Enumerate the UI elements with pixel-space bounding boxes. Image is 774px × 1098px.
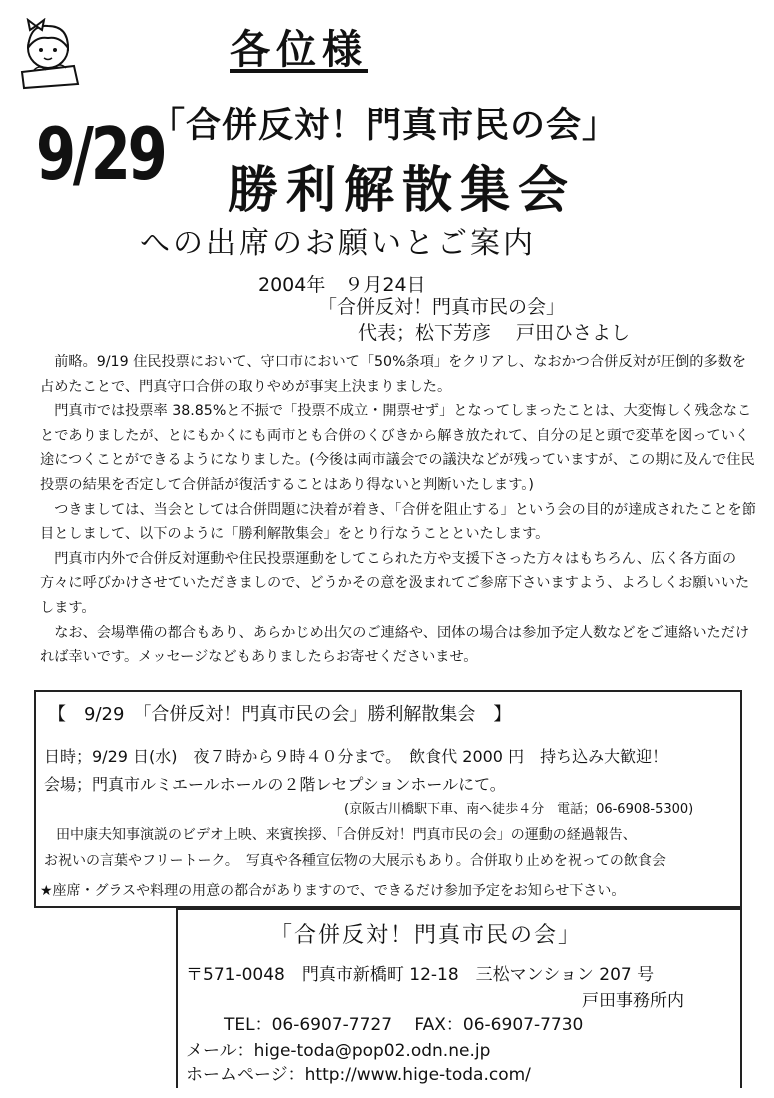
girl-mascot-illustration xyxy=(14,18,86,90)
letter-body xyxy=(40,350,756,670)
issued-date: 2004年 ９月24日 xyxy=(258,274,426,296)
greeting-heading: 各位様 xyxy=(230,27,368,73)
event-title: 勝利解散集会 xyxy=(228,161,576,219)
organization-name-heading: 「合併反対！門真市民の会」 xyxy=(150,106,619,146)
attendance-note: ★座席・グラスや料理の用意の都合がありますので、できるだけ参加予定をお知らせ下さい。 xyxy=(40,883,626,899)
paragraph: 門真市では投票率 38.85%と不振で「投票不成立・開票せず」となってしまったことは、大変悔しく残念なことでありましたが、とにもかくにも両市とも合併のくびきから解き放たれて、自分の足と頭で変革を図っていく途につくことができるようになりました。(今後は両市議会での議決などが残っていますが、この期に及んで住民投票の結果を否定して合併話が復活することはあり得ないと判断いたします。) xyxy=(40,403,755,493)
event-datetime: 日時；9/29 日(水) 夜７時から９時４０分まで。 飲食代 2000 円 持ち込み大歓迎！ xyxy=(44,747,669,766)
contact-office: 戸田事務所内 xyxy=(582,991,684,1011)
contact-email[interactable]: メール：hige-toda@pop02.odn.ne.jp xyxy=(186,1041,491,1061)
contact-homepage[interactable]: ホームページ：http://www.hige-toda.com/ xyxy=(186,1065,531,1085)
paragraph: 前略。9/19 住民投票において、守口市において「50%条項」をクリアし、なおかつ合併反対が圧倒的多数を占めたことで、門真守口合併の取りやめが事実上決まりました。 xyxy=(40,354,747,395)
event-program-2: お祝いの言葉やフリートーク。 写真や各種宣伝物の大展示もあり。合併取り止めを祝っての飲食会 xyxy=(44,853,666,869)
contact-address: 〒571-0048 門真市新橋町 12-18 三松マンション 207 号 xyxy=(186,965,655,985)
event-info-header: 【 9/29 「合併反対！門真市民の会」勝利解散集会 】 xyxy=(48,704,512,725)
contact-box xyxy=(176,908,742,1088)
event-program-1: 田中康夫知事演説のビデオ上映、来賓挨拶、「合併反対！門真市民の会」の運動の経過報告、 xyxy=(56,827,637,843)
venue-access: (京阪古川橋駅下車、南へ徒歩４分 電話；06-6908-5300) xyxy=(344,802,694,817)
issuer-organization: 「合併反対！門真市民の会」 xyxy=(318,296,566,318)
event-date: 9/29 xyxy=(36,112,165,196)
event-info-box xyxy=(34,690,742,908)
paragraph: つきましては、当会としては合併問題に決着が着き、「合併を阻止する」という会の目的が達成されたことを節目としまして、以下のように「勝利解散集会」をとり行なうことといたします。 xyxy=(40,501,756,543)
paragraph: なお、会場準備の都合もあり、あらかじめ出欠のご連絡や、団体の場合は参加予定人数などをご連絡いただければ幸いです。メッセージなどもありましたらお寄せくださいませ。 xyxy=(40,624,750,666)
contact-organization: 「合併反対！門真市民の会」 xyxy=(270,923,583,948)
contact-phones: TEL：06-6907-7727 FAX：06-6907-7730 xyxy=(224,1015,584,1035)
event-venue: 会場；門真市ルミエールホールの２階レセプションホールにて。 xyxy=(44,775,506,794)
representatives: 代表；松下芳彦 戸田ひさよし xyxy=(358,322,631,344)
paragraph: 門真市内外で合併反対運動や住民投票運動をしてこられた方や支援下さった方々はもちろん、広く各方面の方々に呼びかけさせていただきましので、どうかその意を汲まれてご参席下さいますよう、よろしくお願いいたします。 xyxy=(40,550,750,616)
event-subtitle: への出席のお願いとご案内 xyxy=(140,226,536,261)
